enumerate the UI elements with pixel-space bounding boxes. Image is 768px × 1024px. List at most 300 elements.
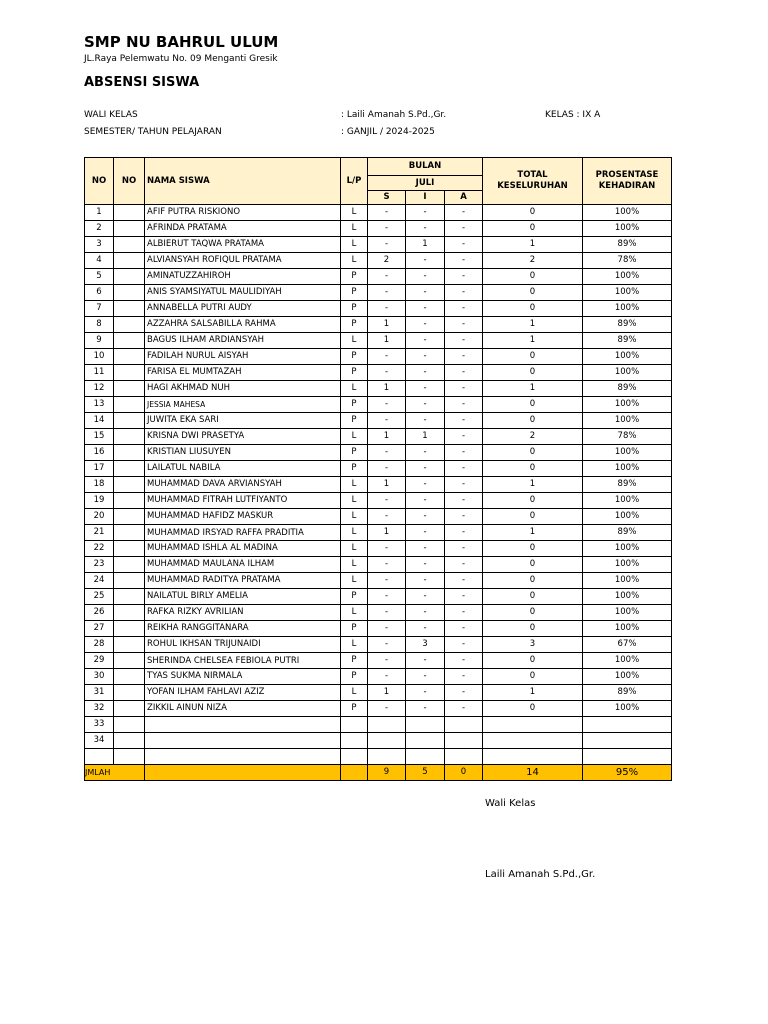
row-lp: P <box>341 621 368 637</box>
row-no-2 <box>114 637 145 653</box>
row-no-2 <box>114 413 145 429</box>
row-no: 7 <box>85 301 114 317</box>
row-total: 0 <box>483 365 583 381</box>
table-row <box>85 397 672 413</box>
row-total: 1 <box>483 381 583 397</box>
table-row <box>85 237 672 253</box>
row-nama: ALVIANSYAH ROFIQUL PRATAMA <box>145 253 341 269</box>
row-persen: 100% <box>583 349 672 365</box>
row-no-2 <box>114 605 145 621</box>
row-no-2 <box>114 429 145 445</box>
row-a: - <box>445 477 483 493</box>
header-s: S <box>368 191 406 205</box>
row-s: - <box>368 653 406 669</box>
table-row <box>85 509 672 525</box>
row-a: - <box>445 413 483 429</box>
row-s: - <box>368 557 406 573</box>
row-lp: L <box>341 237 368 253</box>
row-persen: 100% <box>583 221 672 237</box>
row-total <box>483 749 583 765</box>
table-row <box>85 381 672 397</box>
row-nama: YOFAN ILHAM FAHLAVI AZIZ <box>145 685 341 701</box>
row-no: 16 <box>85 445 114 461</box>
attendance-table <box>84 157 672 781</box>
row-total: 0 <box>483 573 583 589</box>
row-s: - <box>368 637 406 653</box>
row-s: - <box>368 397 406 413</box>
row-persen: 89% <box>583 333 672 349</box>
row-s: 1 <box>368 477 406 493</box>
row-persen: 78% <box>583 429 672 445</box>
row-s: - <box>368 589 406 605</box>
row-a: - <box>445 493 483 509</box>
row-s: - <box>368 493 406 509</box>
row-total: 0 <box>483 557 583 573</box>
row-total: 0 <box>483 509 583 525</box>
row-i: - <box>406 285 445 301</box>
row-a: - <box>445 429 483 445</box>
row-persen: 67% <box>583 637 672 653</box>
row-nama: MUHAMMAD ISHLA AL MADINA <box>145 541 341 557</box>
row-no: 32 <box>85 701 114 717</box>
row-persen: 89% <box>583 381 672 397</box>
summary-total: 14 <box>483 765 583 781</box>
table-row <box>85 605 672 621</box>
row-a: - <box>445 701 483 717</box>
table-row <box>85 445 672 461</box>
row-i <box>406 733 445 749</box>
header-total: TOTAL KESELURUHAN <box>483 158 583 205</box>
row-s <box>368 717 406 733</box>
row-nama: ZIKKIL AINUN NIZA <box>145 701 341 717</box>
row-lp: P <box>341 365 368 381</box>
row-no: 29 <box>85 653 114 669</box>
row-nama: NAILATUL BIRLY AMELIA <box>145 589 341 605</box>
row-i: 1 <box>406 429 445 445</box>
row-a: - <box>445 653 483 669</box>
row-nama: KRISTIAN LIUSUYEN <box>145 445 341 461</box>
row-lp: P <box>341 349 368 365</box>
row-total: 0 <box>483 669 583 685</box>
row-no-2 <box>114 397 145 413</box>
table-row <box>85 493 672 509</box>
row-no: 13 <box>85 397 114 413</box>
row-total: 0 <box>483 301 583 317</box>
row-no: 24 <box>85 573 114 589</box>
row-s: - <box>368 701 406 717</box>
student-rows <box>85 205 672 765</box>
summary-row <box>85 765 672 781</box>
row-i: - <box>406 381 445 397</box>
row-no-2 <box>114 493 145 509</box>
row-total: 0 <box>483 493 583 509</box>
row-no-2 <box>114 285 145 301</box>
row-total: 1 <box>483 237 583 253</box>
row-total: 0 <box>483 397 583 413</box>
table-row <box>85 749 672 765</box>
row-persen: 100% <box>583 461 672 477</box>
row-nama: FADILAH NURUL AISYAH <box>145 349 341 365</box>
row-no-2 <box>114 269 145 285</box>
summary-empty-name <box>145 765 341 781</box>
row-s: 1 <box>368 525 406 541</box>
row-lp: L <box>341 205 368 221</box>
row-no-2 <box>114 381 145 397</box>
row-s <box>368 749 406 765</box>
row-total: 0 <box>483 653 583 669</box>
row-s: - <box>368 605 406 621</box>
row-total <box>483 717 583 733</box>
table-row <box>85 205 672 221</box>
row-no: 33 <box>85 717 114 733</box>
row-a: - <box>445 237 483 253</box>
header-a: A <box>445 191 483 205</box>
table-row <box>85 701 672 717</box>
row-lp: P <box>341 269 368 285</box>
row-total: 2 <box>483 253 583 269</box>
table-row <box>85 477 672 493</box>
row-persen: 100% <box>583 445 672 461</box>
row-total: 0 <box>483 221 583 237</box>
row-s: - <box>368 269 406 285</box>
row-persen: 89% <box>583 525 672 541</box>
row-s: - <box>368 445 406 461</box>
table-row <box>85 269 672 285</box>
row-i: - <box>406 221 445 237</box>
row-i: - <box>406 317 445 333</box>
row-persen: 100% <box>583 605 672 621</box>
row-no-2 <box>114 509 145 525</box>
row-i: - <box>406 413 445 429</box>
row-nama <box>145 733 341 749</box>
row-nama: ROHUL IKHSAN TRIJUNAIDI <box>145 637 341 653</box>
row-no: 28 <box>85 637 114 653</box>
row-no-2 <box>114 717 145 733</box>
row-no-2 <box>114 317 145 333</box>
row-persen: 100% <box>583 413 672 429</box>
row-i: - <box>406 397 445 413</box>
row-persen: 100% <box>583 509 672 525</box>
row-persen: 78% <box>583 253 672 269</box>
row-no: 5 <box>85 269 114 285</box>
row-no-2 <box>114 701 145 717</box>
row-no: 20 <box>85 509 114 525</box>
row-lp: P <box>341 285 368 301</box>
row-no-2 <box>114 477 145 493</box>
row-persen: 89% <box>583 685 672 701</box>
row-i: - <box>406 269 445 285</box>
header-prosentase: PROSENTASE KEHADIRAN <box>583 158 672 205</box>
row-total: 1 <box>483 333 583 349</box>
row-total: 1 <box>483 685 583 701</box>
row-s: 1 <box>368 429 406 445</box>
table-row <box>85 429 672 445</box>
row-no-2 <box>114 557 145 573</box>
row-lp: P <box>341 669 368 685</box>
row-no: 9 <box>85 333 114 349</box>
table-row <box>85 461 672 477</box>
row-no: 14 <box>85 413 114 429</box>
row-i: 1 <box>406 237 445 253</box>
wali-kelas-label: WALI KELAS <box>84 110 138 120</box>
row-s: 1 <box>368 333 406 349</box>
row-a: - <box>445 301 483 317</box>
row-i: - <box>406 253 445 269</box>
row-i: - <box>406 573 445 589</box>
row-lp: L <box>341 509 368 525</box>
header-month: JULI <box>368 176 483 191</box>
row-a: - <box>445 333 483 349</box>
row-i: - <box>406 349 445 365</box>
row-nama: JESSIA MAHESA <box>145 397 341 413</box>
row-total: 1 <box>483 317 583 333</box>
row-total: 0 <box>483 445 583 461</box>
row-persen: 100% <box>583 541 672 557</box>
document-title: ABSENSI SISWA <box>84 75 200 90</box>
row-lp: P <box>341 589 368 605</box>
wali-kelas-value: : Laili Amanah S.Pd.,Gr. <box>341 110 447 120</box>
row-a: - <box>445 669 483 685</box>
row-no: 6 <box>85 285 114 301</box>
row-nama: MUHAMMAD DAVA ARVIANSYAH <box>145 477 341 493</box>
row-a: - <box>445 397 483 413</box>
row-s: 1 <box>368 685 406 701</box>
row-lp: L <box>341 573 368 589</box>
row-nama: TYAS SUKMA NIRMALA <box>145 669 341 685</box>
row-lp: L <box>341 381 368 397</box>
row-s: - <box>368 621 406 637</box>
row-lp: L <box>341 637 368 653</box>
row-i: - <box>406 477 445 493</box>
row-no: 1 <box>85 205 114 221</box>
row-s: - <box>368 413 406 429</box>
row-no: 18 <box>85 477 114 493</box>
row-a: - <box>445 365 483 381</box>
row-lp <box>341 749 368 765</box>
row-nama: AZZAHRA SALSABILLA RAHMA <box>145 317 341 333</box>
row-no: 31 <box>85 685 114 701</box>
row-no-2 <box>114 445 145 461</box>
row-lp <box>341 717 368 733</box>
row-persen: 89% <box>583 477 672 493</box>
row-i: - <box>406 365 445 381</box>
summary-persen: 95% <box>583 765 672 781</box>
row-lp: P <box>341 301 368 317</box>
table-row <box>85 301 672 317</box>
row-no-2 <box>114 573 145 589</box>
row-persen: 100% <box>583 365 672 381</box>
table-row <box>85 573 672 589</box>
row-nama: MUHAMMAD HAFIDZ MASKUR <box>145 509 341 525</box>
row-no-2 <box>114 653 145 669</box>
summary-label: JMLAH <box>85 765 145 781</box>
row-nama: ANIS SYAMSIYATUL MAULIDIYAH <box>145 285 341 301</box>
signature-name: Laili Amanah S.Pd.,Gr. <box>485 869 596 880</box>
row-nama: REIKHA RANGGITANARA <box>145 621 341 637</box>
row-i: - <box>406 509 445 525</box>
row-total: 1 <box>483 477 583 493</box>
row-no-2 <box>114 621 145 637</box>
row-lp: P <box>341 397 368 413</box>
row-total: 0 <box>483 285 583 301</box>
row-nama: RAFKA RIZKY AVRILIAN <box>145 605 341 621</box>
row-no-2 <box>114 237 145 253</box>
table-row <box>85 317 672 333</box>
row-s: 2 <box>368 253 406 269</box>
row-nama: AMINATUZZAHIROH <box>145 269 341 285</box>
row-s: - <box>368 669 406 685</box>
table-row <box>85 285 672 301</box>
row-no: 19 <box>85 493 114 509</box>
row-a: - <box>445 461 483 477</box>
row-total: 0 <box>483 269 583 285</box>
row-i: - <box>406 653 445 669</box>
row-nama: LAILATUL NABILA <box>145 461 341 477</box>
row-i: - <box>406 445 445 461</box>
row-nama: MUHAMMAD RADITYA PRATAMA <box>145 573 341 589</box>
row-no: 27 <box>85 621 114 637</box>
row-persen: 100% <box>583 269 672 285</box>
table-row <box>85 621 672 637</box>
row-nama: AFIF PUTRA RISKIONO <box>145 205 341 221</box>
row-s: 1 <box>368 317 406 333</box>
row-persen: 100% <box>583 285 672 301</box>
table-row <box>85 333 672 349</box>
school-address: JL.Raya Pelemwatu No. 09 Menganti Gresik <box>84 54 278 64</box>
row-no: 10 <box>85 349 114 365</box>
row-no-2 <box>114 749 145 765</box>
row-i: - <box>406 541 445 557</box>
row-i <box>406 717 445 733</box>
table-row <box>85 253 672 269</box>
row-nama: ANNABELLA PUTRI AUDY <box>145 301 341 317</box>
header-i: I <box>406 191 445 205</box>
row-total: 0 <box>483 589 583 605</box>
row-s: - <box>368 237 406 253</box>
row-a: - <box>445 349 483 365</box>
table-row <box>85 365 672 381</box>
row-a: - <box>445 205 483 221</box>
row-no: 34 <box>85 733 114 749</box>
row-no-2 <box>114 733 145 749</box>
row-nama <box>145 749 341 765</box>
row-a: - <box>445 541 483 557</box>
row-lp: L <box>341 685 368 701</box>
row-lp: L <box>341 557 368 573</box>
summary-a: 0 <box>445 765 483 781</box>
row-i: - <box>406 493 445 509</box>
row-no: 4 <box>85 253 114 269</box>
row-total: 0 <box>483 701 583 717</box>
row-i: - <box>406 525 445 541</box>
row-a: - <box>445 589 483 605</box>
row-nama: BAGUS ILHAM ARDIANSYAH <box>145 333 341 349</box>
row-no-2 <box>114 301 145 317</box>
row-a: - <box>445 637 483 653</box>
row-nama: FARISA EL MUMTAZAH <box>145 365 341 381</box>
row-lp <box>341 733 368 749</box>
row-s: - <box>368 365 406 381</box>
row-total: 0 <box>483 205 583 221</box>
row-persen <box>583 749 672 765</box>
row-s: - <box>368 349 406 365</box>
row-a <box>445 733 483 749</box>
row-lp: L <box>341 221 368 237</box>
table-row <box>85 685 672 701</box>
row-s: - <box>368 285 406 301</box>
row-lp: L <box>341 525 368 541</box>
row-total: 0 <box>483 461 583 477</box>
table-row <box>85 637 672 653</box>
table-row <box>85 733 672 749</box>
row-a: - <box>445 685 483 701</box>
row-a: - <box>445 525 483 541</box>
summary-s: 9 <box>368 765 406 781</box>
row-no: 26 <box>85 605 114 621</box>
row-lp: L <box>341 333 368 349</box>
header-nama-siswa: NAMA SISWA <box>145 158 341 205</box>
row-a: - <box>445 381 483 397</box>
row-s: - <box>368 301 406 317</box>
row-total <box>483 733 583 749</box>
table-row <box>85 653 672 669</box>
row-no-2 <box>114 685 145 701</box>
header-no-2: NO <box>114 158 145 205</box>
row-persen: 100% <box>583 589 672 605</box>
row-no-2 <box>114 333 145 349</box>
row-persen: 100% <box>583 397 672 413</box>
row-persen: 100% <box>583 573 672 589</box>
row-no: 23 <box>85 557 114 573</box>
row-no: 11 <box>85 365 114 381</box>
table-row <box>85 717 672 733</box>
row-nama <box>145 717 341 733</box>
row-total: 0 <box>483 541 583 557</box>
table-row <box>85 413 672 429</box>
row-i: - <box>406 605 445 621</box>
row-persen: 89% <box>583 237 672 253</box>
row-no: 22 <box>85 541 114 557</box>
row-persen: 100% <box>583 493 672 509</box>
row-i <box>406 749 445 765</box>
row-i: - <box>406 589 445 605</box>
row-no: 17 <box>85 461 114 477</box>
row-total: 1 <box>483 525 583 541</box>
row-lp: L <box>341 253 368 269</box>
row-a: - <box>445 621 483 637</box>
row-no: 8 <box>85 317 114 333</box>
row-no: 12 <box>85 381 114 397</box>
row-total: 3 <box>483 637 583 653</box>
row-persen <box>583 733 672 749</box>
row-nama: JUWITA EKA SARI <box>145 413 341 429</box>
row-lp: P <box>341 413 368 429</box>
row-no: 2 <box>85 221 114 237</box>
row-no-2 <box>114 541 145 557</box>
semester-label: SEMESTER/ TAHUN PELAJARAN <box>84 127 222 137</box>
row-total: 0 <box>483 413 583 429</box>
row-persen: 100% <box>583 701 672 717</box>
row-lp: P <box>341 461 368 477</box>
row-lp: L <box>341 477 368 493</box>
row-persen: 100% <box>583 669 672 685</box>
row-lp: L <box>341 541 368 557</box>
row-s: - <box>368 221 406 237</box>
kelas-label: KELAS : IX A <box>545 110 601 120</box>
row-nama: KRISNA DWI PRASETYA <box>145 429 341 445</box>
row-persen: 89% <box>583 317 672 333</box>
table-row <box>85 589 672 605</box>
